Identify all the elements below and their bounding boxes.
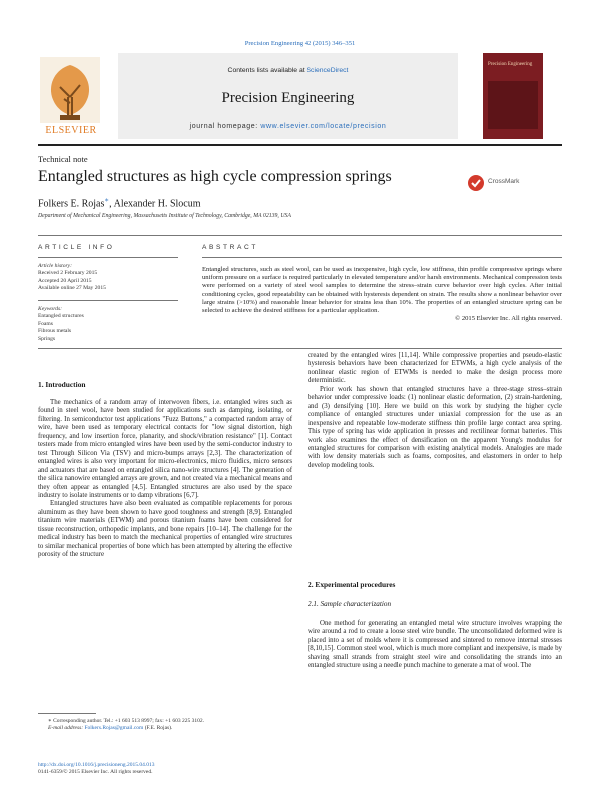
journal-header [38,53,562,141]
abstract-rule [202,257,562,258]
paragraph: Prior work has shown that entangled structures have a three-stage stress–strain behavior under compressive loads: (1) nonlinear elastic deformation, (2) strain-hardening, and (3) densifying [10]. Here we build on this work by studying the higher cycle compliance of entangled structures under uniaxial compression for the use as an inexpensive and repeatable low-moderate stiffness thin profile large contact area spring. This type of spring has wide application in presses and rectilinear format batteries. This work also examines the effect of densification on the apparent Young's modulus for entangled structures for comparison with existing analytical models. Analogies are made with low density materials such as foams, composites, and elastomers in order to help develop modeling tools. [308,385,562,469]
issn-line: 0141-6359/© 2015 Elsevier Inc. All rights reserved. [38,769,153,776]
sciencedirect-link[interactable]: ScienceDirect [306,67,349,74]
info-top-rule [38,235,562,236]
journal-cover-thumbnail [483,53,543,139]
doi-block [38,762,292,777]
abstract-bottom-rule [38,348,562,349]
info-rule [38,257,178,258]
affiliation: Department of Mechanical Engineering, Massachusetts Institute of Technology, Cambridge, MA 02139, USA [38,213,291,219]
contents-prefix: Contents lists available at [227,67,307,74]
history-accepted: Accepted 20 April 2015 [38,277,92,284]
header-rule [38,144,562,146]
homepage-prefix: journal homepage: [189,123,261,130]
subsection-heading-sample: 2.1. Sample characterization [308,600,392,608]
paragraph: created by the entangled wires [11,14]. While compressive properties and pseudo-elastic hysteresis behaviors have been characterized for ETWMs, a high cycle analysis of the nonlinear elastic region of ETWMs is needed to make the design process more deterministic. [308,352,562,385]
section-heading-experimental: 2. Experimental procedures [308,580,396,589]
abstract-text: Entangled structures, such as steel wool, can be used as inexpensive, high cycle, low stiffness, thin profile compressive springs where uniform pressure on a surface is required particularly in elevated temperature and/or harsh environments. Mechanical compression tests were performed on a variety of steel wool samples to determine the stress–strain curve behavior over high cycles. After initial conditioning cycles, good repeatability can be obtained with hysteresis dependent on strain. The results show a nonlinear behavior over large strains (>10%) and reasonable linear behavior for strains less than 10%. The properties of an entangled structure spring can be selected to achieve the desired stiffness for a particular application. [202,266,562,315]
footnotes [38,718,292,732]
author-list [38,196,201,209]
crossmark-label: CrossMark [488,178,520,185]
paragraph: One method for generating an entangled metal wire structure involves wrapping the wire around a rod to create a loose steel wire bundle. The unconsolidated deformed wire is placed into a set of molds where it is compressed and sintered to remove internal stresses [8,10,15]. Common steel wool, which is much more compliant and inexpensive, is made by shaving small strands from straight steel wire and consolidating the strands into an entangled structure using a needle punch machine to generate a mat of wool. The [308,620,562,670]
article-info-heading: ARTICLE INFO [38,244,115,251]
email-label: E-mail address: [48,725,85,732]
history-received: Received 2 February 2015 [38,270,98,277]
article-type: Technical note [38,154,88,164]
abstract-copyright: © 2015 Elsevier Inc. All rights reserved. [455,315,562,323]
homepage-link[interactable]: www.elsevier.com/locate/precision [260,123,387,130]
keyword: Springs [38,335,56,342]
article-history [38,263,178,293]
cover-title: Precision Engineering [488,62,533,67]
abstract-body [202,266,562,323]
paragraph: The mechanics of a random array of interwoven fibers, i.e. entangled wires such as found in steel wool, have been studied for applications such as damping, isolating, or filtering. In semiconductor test applications "Fuzz Buttons," a compacted random array of wire, have been used as temporary electrical contacts for "low signal distortion, high frequency, and low insertion force, planarity, and shock/vibration resistance" [1]. Contact testers made from micro entangled wires have been used by the semi-conductor industry to test Through Silicon Via (TSV) and micro-bumps arrays [2,3]. The characterization of entangled wires is also very important for micro-electronics, micro fluidics, micro sensors and actuators that are based on entangled silica nano-wire structures [4]. The generation of the silica nanowire entangled arrays are grown, and not created via a mechanical means and they often appear as entangled [4,5]. Entangled structures are also used by the space industry to isolate instruments or to damp vibrations [6,7]. [38,399,292,499]
history-online: Available online 27 May 2015 [38,285,106,292]
keywords-rule [38,300,178,301]
email-suffix: (F.E. Rojas). [143,725,173,732]
journal-homepage [118,123,458,130]
publisher-wordmark: ELSEVIER [45,125,97,136]
contents-line [118,67,458,74]
email-link[interactable]: Folkers.Rojas@gmail.com [84,725,144,732]
keyword: Entangled structures [38,313,84,320]
journal-title: Precision Engineering [221,90,355,106]
right-column [308,352,562,470]
keyword: Foams [38,320,53,327]
abstract-heading: ABSTRACT [202,244,258,251]
crossmark-badge[interactable] [467,173,539,193]
right-column-lower [308,620,562,671]
paragraph: Entangled structures have also been evaluated as compatible replacements for porous aluminum as they have been shown to have good toughness and strength [8,9]. Entangled titanium wire materials (ETWM) and porous titanium foams have been considered for tissue reconstruction, orthopedic implants, and bone repairs [10–14]. The challenge for the medical industry has been to match the mechanical properties of entangled wire structures to similar mechanical properties of bone which has been attempted by altering the effective porosity of the structure [38,500,292,559]
left-column [38,399,292,560]
keywords-label: Keywords: [38,306,63,312]
keywords-block [38,306,178,343]
corresponding-author: Folkers E. Rojas [38,198,105,210]
section-heading-introduction: 1. Introduction [38,380,86,389]
history-label: Article history: [38,263,73,269]
email-footnote [38,725,292,732]
masthead-box [118,53,458,139]
corresponding-footnote: ∗ Corresponding author. Tel.: +1 603 513 8997; fax: +1 603 225 3102. [48,718,204,724]
keyword: Fibrous metals [38,328,72,335]
footnote-rule [38,713,96,714]
coauthor: , Alexander H. Slocum [109,198,201,210]
doi-link[interactable]: http://dx.doi.org/10.1016/j.precisioneng.2015.04.013 [38,762,155,768]
article-title: Entangled structures as high cycle compression springs [38,168,392,185]
journal-citation[interactable]: Precision Engineering 42 (2015) 346–351 [244,40,356,47]
crossmark-icon [467,174,485,192]
corresponding-author-mark[interactable]: ∗ [104,196,110,204]
cover-image [488,81,538,129]
elsevier-logo [38,53,104,139]
